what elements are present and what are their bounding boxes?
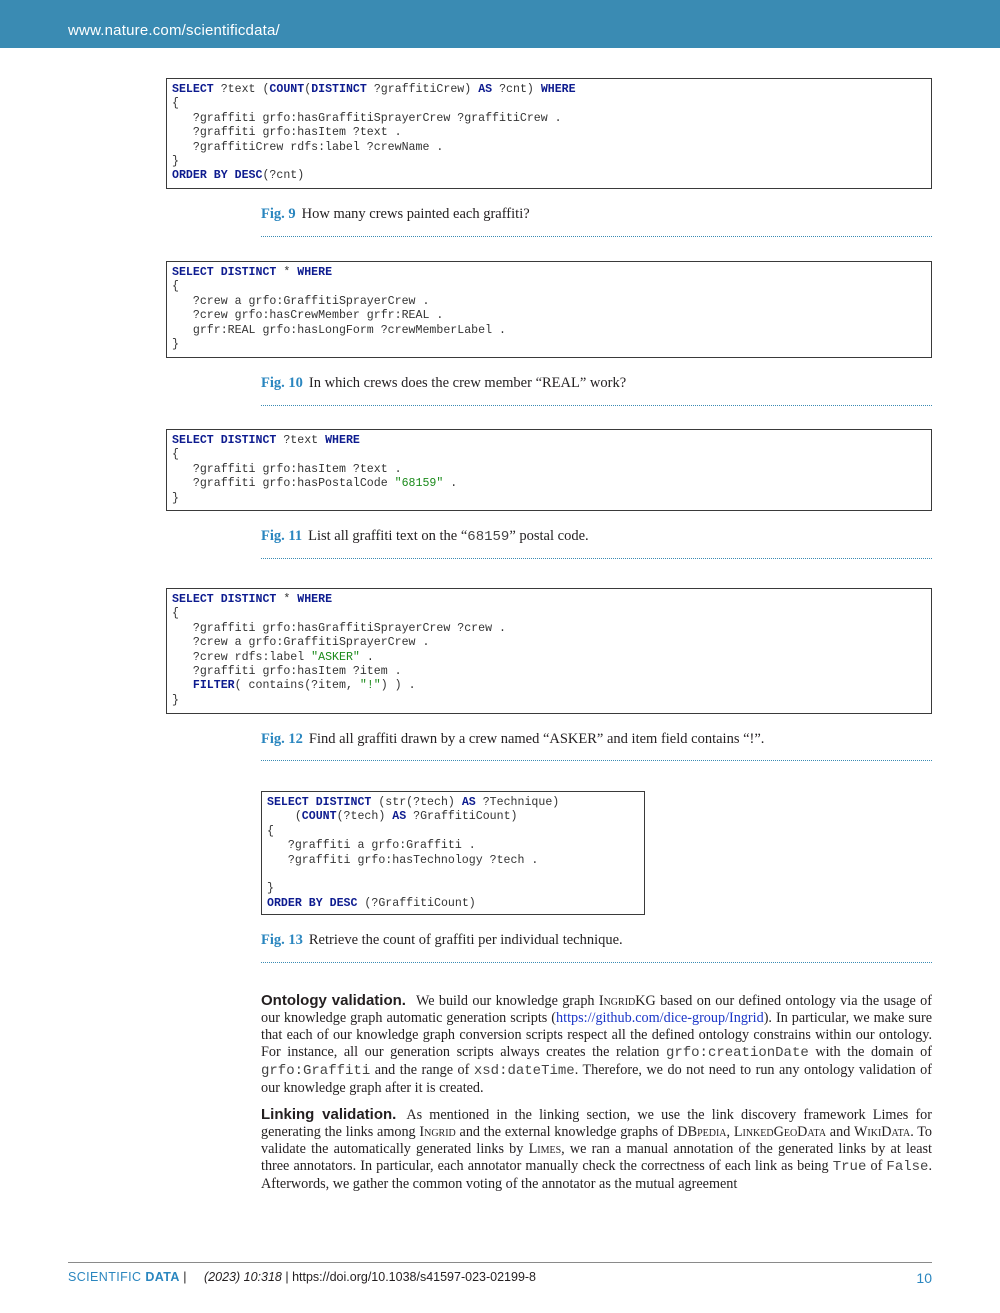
- code-token: {: [172, 448, 179, 462]
- top-banner: [0, 0, 1000, 48]
- page-footer: [68, 1270, 932, 1284]
- figure-caption-fig11: [261, 528, 589, 545]
- separator: |: [285, 1270, 289, 1284]
- code-string: "!": [359, 679, 381, 693]
- code-line: [172, 679, 931, 693]
- inline-code: xsd:dateTime: [473, 1062, 575, 1079]
- code-keyword: WHERE: [325, 434, 360, 447]
- code-keyword: SELECT DISTINCT: [172, 434, 277, 447]
- code-line: [267, 868, 644, 882]
- code-token: ?graffiti grfo:hasItem ?text .: [172, 462, 402, 476]
- ontology-validation-paragraph: [261, 993, 932, 1096]
- code-line: [267, 854, 644, 868]
- text: and the external knowledge graphs of: [455, 1123, 678, 1140]
- code-token: grfr:REAL grfo:hasLongForm ?crewMemberLabel .: [172, 323, 506, 337]
- figure-label: Fig. 12: [261, 731, 303, 747]
- code-line: [172, 266, 931, 280]
- inline-code: grfo:creationDate: [665, 1044, 809, 1061]
- code-line: [267, 882, 644, 896]
- code-token: (?cnt): [262, 169, 305, 183]
- caption-divider: [261, 760, 932, 761]
- code-line: [172, 309, 931, 323]
- code-line: [172, 607, 931, 621]
- code-line: [267, 825, 644, 839]
- small-caps-text: Ingrid: [598, 993, 636, 1009]
- code-line: [172, 97, 931, 111]
- code-line: [172, 112, 931, 126]
- text: ,: [726, 1123, 734, 1140]
- small-caps-text: WikiData: [854, 1123, 911, 1140]
- code-token: .: [443, 477, 458, 491]
- code-block-fig13: [261, 791, 645, 915]
- code-token: ?graffitiCrew): [366, 83, 479, 96]
- code-block-fig9: [166, 78, 932, 189]
- code-token: (?GraffitiCount): [357, 896, 476, 910]
- caption-text: Find all graffiti drawn by a crew named “ASKER” and item field contains “!”.: [308, 731, 765, 747]
- code-token: {: [267, 824, 274, 838]
- figure-caption-fig12: [261, 731, 764, 748]
- code-line: [172, 83, 931, 97]
- figure-label: Fig. 13: [261, 932, 303, 948]
- caption-divider: [261, 236, 932, 237]
- code-token: ?graffiti grfo:hasItem ?text .: [172, 126, 402, 140]
- text: We build our knowledge graph: [415, 993, 599, 1009]
- code-line: [172, 448, 931, 462]
- text: . Afterwords, we gather the common voting of the annotator as the mutual agreement: [261, 1157, 932, 1192]
- journal-prefix: SCIENTIFIC: [68, 1270, 142, 1284]
- code-token: ?crew a grfo:GraffitiSprayerCrew .: [172, 636, 430, 650]
- separator: |: [183, 1270, 187, 1284]
- code-keyword: COUNT: [269, 83, 305, 96]
- code-line: [172, 651, 931, 665]
- citation: [204, 1270, 536, 1284]
- code-token: ?crew rdfs:label: [172, 650, 312, 664]
- code-block-fig10: [166, 261, 932, 358]
- code-string: "ASKER": [311, 650, 360, 664]
- code-keyword: SELECT: [172, 83, 214, 96]
- section-heading: Linking validation.: [261, 1106, 397, 1123]
- code-token: ?graffiti a grfo:Graffiti .: [267, 839, 476, 853]
- caption-text: List all graffiti text on the “: [308, 528, 468, 544]
- code-line: [172, 636, 931, 650]
- code-line: [172, 155, 931, 169]
- text: , we ran a manual annotation of the generated links by at least three annotators. In particular, each annotator manually check the correctness of each link as being: [261, 1140, 932, 1174]
- code-token: ?graffitiCrew rdfs:label ?crewName .: [172, 140, 444, 154]
- code-line: [267, 897, 644, 911]
- code-token: ) ) .: [380, 679, 416, 693]
- code-token: (?tech): [336, 810, 393, 824]
- code-token: ?text: [276, 434, 326, 447]
- journal-name: [68, 1270, 180, 1284]
- code-block-fig11: [166, 429, 932, 511]
- code-line: [267, 810, 644, 824]
- code-token: {: [172, 607, 179, 621]
- code-keyword: WHERE: [540, 83, 576, 96]
- inline-code: True: [832, 1158, 867, 1175]
- code-line: [172, 169, 931, 183]
- code-keyword: AS: [478, 83, 493, 96]
- code-line: [172, 295, 931, 309]
- text: and the range of: [370, 1061, 474, 1078]
- site-url[interactable]: www.nature.com/scientificdata/: [68, 22, 280, 39]
- text: of: [866, 1157, 887, 1174]
- caption-divider: [261, 558, 932, 559]
- code-token: ?Technique): [475, 796, 560, 809]
- github-link[interactable]: https://github.com/dice-group/Ingrid: [556, 1009, 764, 1026]
- figure-caption-fig10: [261, 375, 626, 392]
- linking-validation-paragraph: [261, 1107, 932, 1193]
- code-token: *: [276, 593, 298, 606]
- code-line: [172, 477, 931, 491]
- code-token: }: [172, 491, 179, 505]
- code-token: ?cnt): [492, 83, 541, 96]
- code-token: .: [359, 650, 374, 664]
- text: As mentioned in the linking section, we use the link discovery framework Limes for generating the links among: [261, 1107, 932, 1140]
- code-token: [172, 679, 193, 692]
- code-line: [172, 622, 931, 636]
- code-token: (: [304, 83, 312, 96]
- code-keyword: AS: [461, 796, 476, 809]
- code-keyword: WHERE: [297, 593, 333, 606]
- caption-text: Retrieve the count of graffiti per individual technique.: [308, 932, 623, 948]
- small-caps-text: DBpedia: [677, 1123, 727, 1140]
- code-token: *: [276, 266, 298, 279]
- code-line: [172, 593, 931, 607]
- code-keyword: ORDER BY DESC: [172, 169, 263, 183]
- code-keyword: WHERE: [297, 266, 333, 279]
- code-token: (str(?tech): [371, 796, 462, 809]
- code-token: {: [172, 280, 179, 294]
- small-caps-text: Ingrid: [419, 1123, 456, 1140]
- figure-label: Fig. 10: [261, 375, 303, 391]
- caption-code: 68159: [467, 529, 510, 545]
- code-token: ?text (: [213, 83, 270, 96]
- code-token: ( contains(?item,: [234, 679, 360, 693]
- code-line: [172, 141, 931, 155]
- text: KG based on our defined ontology via the usage of our knowledge graph automatic generation scripts (: [261, 993, 932, 1026]
- figure-caption-fig13: [261, 932, 623, 949]
- code-token: }: [172, 693, 179, 707]
- section-heading: Ontology validation.: [261, 992, 406, 1009]
- code-keyword: SELECT DISTINCT: [172, 266, 277, 279]
- code-line: [172, 434, 931, 448]
- code-line: [172, 280, 931, 294]
- caption-divider: [261, 405, 932, 406]
- code-token: }: [172, 337, 179, 351]
- caption-text: How many crews painted each graffiti?: [301, 206, 530, 222]
- code-keyword: SELECT DISTINCT: [172, 593, 277, 606]
- figure-label: Fig. 11: [261, 528, 303, 544]
- citation-volume: (2023) 10:318: [204, 1270, 282, 1284]
- code-line: [172, 126, 931, 140]
- code-token: ?graffiti grfo:hasTechnology ?tech .: [267, 853, 539, 867]
- caption-text-end: ” postal code.: [509, 528, 589, 544]
- doi-link[interactable]: https://doi.org/10.1038/s41597-023-02199-8: [292, 1270, 537, 1284]
- code-token: ?graffiti grfo:hasGraffitiSprayerCrew ?crew .: [172, 621, 506, 635]
- code-line: [172, 338, 931, 352]
- text: . To validate the automatically generated links by: [261, 1123, 933, 1157]
- code-token: ?graffiti grfo:hasGraffitiSprayerCrew ?graffitiCrew .: [172, 111, 562, 125]
- code-token: ?GraffitiCount): [406, 810, 518, 824]
- text: and: [826, 1123, 855, 1140]
- journal-bold: DATA: [145, 1270, 180, 1284]
- code-keyword: DISTINCT: [311, 83, 367, 96]
- caption-divider: [261, 962, 932, 963]
- text: with the domain of: [808, 1043, 932, 1060]
- code-line: [267, 796, 644, 810]
- code-token: ?crew a grfo:GraffitiSprayerCrew .: [172, 294, 430, 308]
- inline-code: False: [886, 1158, 929, 1175]
- text: . Therefore, we do not need to run any ontology validation of our knowledge graph after it is created.: [261, 1061, 932, 1096]
- code-string: "68159": [394, 477, 444, 491]
- inline-code: grfo:Graffiti: [261, 1062, 371, 1079]
- code-block-fig12: [166, 588, 932, 714]
- code-token: ?graffiti grfo:hasPostalCode: [172, 477, 395, 491]
- code-line: [172, 463, 931, 477]
- code-token: {: [172, 97, 179, 111]
- text: ). In particular, we make sure that each of our knowledge graph conversion scripts respect all the defined ontology constrains within our ontology. For instance, all our generation scripts always creates the relation: [261, 1009, 933, 1060]
- code-token: (: [267, 810, 302, 824]
- code-token: ?graffiti grfo:hasItem ?item .: [172, 664, 402, 678]
- footer-rule: [68, 1262, 932, 1263]
- code-token: ?crew grfo:hasCrewMember grfr:REAL .: [172, 309, 444, 323]
- code-line: [172, 694, 931, 708]
- code-keyword: COUNT: [301, 810, 337, 824]
- figure-label: Fig. 9: [261, 206, 296, 222]
- code-token: }: [172, 154, 179, 168]
- code-keyword: SELECT DISTINCT: [267, 796, 372, 809]
- code-line: [172, 324, 931, 338]
- code-line: [172, 492, 931, 506]
- code-line: [267, 839, 644, 853]
- code-keyword: ORDER BY DESC: [267, 896, 358, 910]
- figure-caption-fig9: [261, 206, 530, 223]
- code-keyword: AS: [392, 810, 407, 824]
- code-line: [172, 665, 931, 679]
- code-token: }: [267, 882, 274, 896]
- small-caps-text: LinkedGeoData: [733, 1123, 827, 1140]
- small-caps-text: Limes: [528, 1140, 562, 1157]
- caption-text: In which crews does the crew member “REAL” work?: [308, 375, 627, 391]
- code-keyword: FILTER: [192, 679, 235, 693]
- page-number: 10: [916, 1270, 932, 1286]
